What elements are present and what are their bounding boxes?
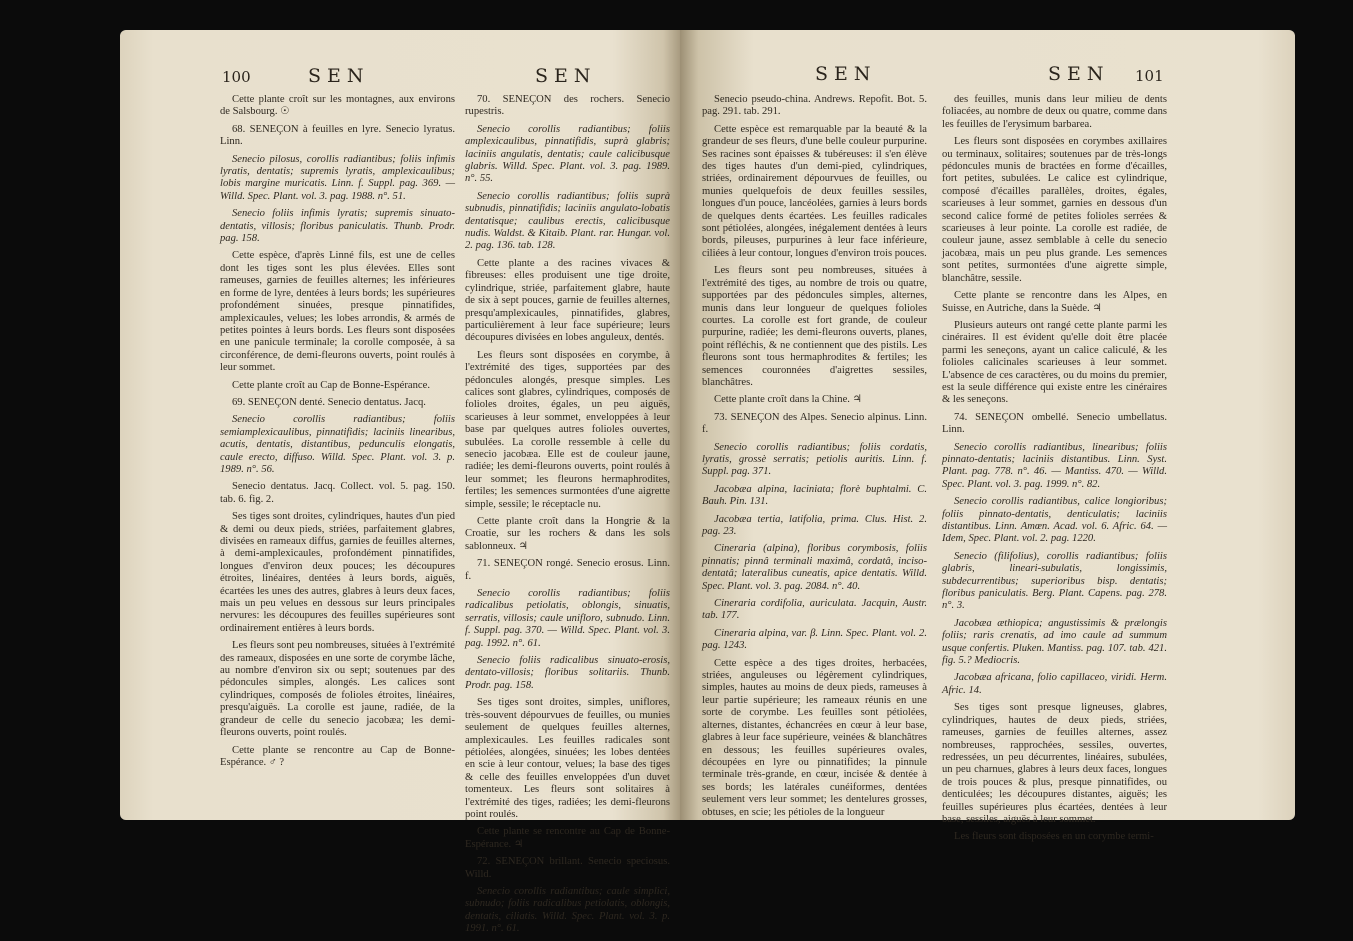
paragraph: 70. SENEÇON des rochers. Senecio rupestris. <box>465 94 670 118</box>
paragraph: Senecio corollis radiantibus; foliis suprà subnudis, pinnatifidis; laciniis angulato-lobatis dentatisque; caulibus erectis, calicibusque nudis. Waldst. & Kitaib. Plant. rar. Hungar. vol. 2. pag. 136. tab. 128. <box>465 190 670 252</box>
paragraph: Les fleurs sont disposées en un corymbe termi- <box>954 831 1154 843</box>
paragraph: Ses tiges sont presque ligneuses, glabres, cylindriques, hautes de deux pieds, striées, rameuses, garnies de feuilles alternes, assez nombreuses, rapprochées, sessiles, ouvertes, redressées, un peu décurrentes, linéaires, subulées, un peu charnues, glabres à leurs deux faces, longues de trois pouces & plus, presque pinnatifides, ou denticulées; les découpures distantes, aiguës; les feuilles supérieures plus écartées, dentées à leur base, sessiles, aiguës à leur sommet. <box>942 702 1167 825</box>
paragraph: 68. SENEÇON à feuilles en lyre. Senecio lyratus. Linn. <box>220 123 455 148</box>
paragraph: des feuilles, munis dans leur milieu de dents foliacées, au nombre de deux ou quatre, comme dans les feuilles de l'erysimum barbarea. <box>942 94 1167 130</box>
paragraph: Senecio corollis radiantibus, calice longioribus; foliis pinnato-dentatis, denticulatis; laciniis distantibus. Linn. Amœn. Acad. vol. 6. Afric. 64. — Idem, Spec. Plant. vol. 2. pag. 1220. <box>942 496 1167 545</box>
paragraph: Senecio corollis radiantibus; foliis amplexicaulibus, pinnatifidis, suprà glabris; laciniis angulatis, dentatis; caule calicibusque glabris. Willd. Spec. Plant. vol. 3. pag. 1989. n°. 55. <box>465 123 670 185</box>
paragraph: Cette plante croît au Cap de Bonne-Espérance. <box>232 379 430 391</box>
paragraph: Cette espèce, d'après Linné fils, est une de celles dont les tiges sont les plus élevées. Elles sont rameuses, garnies de feuilles alternes; les inférieures en forme de lyre, dentées à leurs bords; les supérieures profondément sinuées, presque pinnatifides, amplexicaules, velues; les lobes arrondis, & armés de petites pointes à leurs bords. Les fleurs sont disposées en une panicule terminale; la corolle composée, à sa circonférence, de demi-fleurons ouverts, point roulés à leur sommet. <box>220 250 455 374</box>
paragraph: Senecio corollis radiantibus; foliis cordatis, lyratis, grossè serratis; petiolis auritis. Linn. f. Suppl. pag. 371. <box>702 441 927 478</box>
paragraph: Senecio foliis radicalibus sinuato-erosis, dentato-villosis; floribus solitariis. Thunb. Prodr. pag. 158. <box>465 655 670 691</box>
text-column-4 <box>942 94 1167 849</box>
running-head: SEN <box>1048 63 1110 85</box>
paragraph: Senecio (filifolius), corollis radiantibus; foliis glabris, lineari-subulatis, longissimis, subdecurrentibus; superioribus bisp. dentatis; floribus paniculatis. Berg. Plant. Capens. pag. 278. n°. 3. <box>942 550 1167 612</box>
paragraph: Cette plante croît dans la Hongrie & la Croatie, sur les rochers & dans les sols sablonneux. ♃ <box>465 516 670 552</box>
text-column-1 <box>220 94 455 774</box>
paragraph: Jacobæa africana, folio capillaceo, viridi. Herm. Afric. 14. <box>942 672 1167 696</box>
paragraph: Les fleurs sont disposées en corymbe, à l'extrémité des tiges, supportées par des pédoncules alongés, presque simples. Les calices sont glabres, cylindriques, composés de folioles droites, égales, un peu aiguës, scarieuses à leur sommet, enveloppées à leur base par quelques autres folioles ouvertes, subulées. La corolle ressemble à celle du senecio jacobæa. Elle est de couleur jaune, radiée; les demi-fleurons ouverts, point roulés à leur sommet; les fleurons hermaphrodites, fertiles; les semences surmontées d'une aigrette simple, sessile; le réceptacle nu. <box>465 349 670 510</box>
paragraph: Cette plante se rencontre au Cap de Bonne-Espérance. ♂ ? <box>220 744 455 768</box>
paragraph: Cette plante croît dans la Chine. ♃ <box>714 394 863 406</box>
paragraph: Cineraria alpina, var. β. Linn. Spec. Plant. vol. 2. pag. 1243. <box>702 627 927 652</box>
paragraph: Ses tiges sont droites, cylindriques, hautes d'un pied & demi ou deux pieds, striées, parfaitement glabres, divisées en rameaux diffus, garnies de feuilles alternes, à demi-amplexicaules, profondément pinnatifides, longues d'environ deux pouces; les découpures étroites, linéaires, dentées à leurs bords, aiguës, écartées les unes des autres, glabres à leurs deux faces, mais un peu velues en dessous sur leurs principales nervures: les découpures des feuilles supérieures sont ordinairement entières à leurs bords. <box>220 511 455 634</box>
paragraph: Senecio corollis radiantibus, linearibus; foliis pinnato-dentatis; laciniis distantibus. Linn. Syst. Plant. pag. 778. n°. 46. — Mantiss. 470. — Willd. Spec. Plant. vol. 3. pag. 1999. n°. 82. <box>942 441 1167 490</box>
paragraph: 71. SENEÇON rongé. Senecio erosus. Linn. f. <box>465 558 670 582</box>
text-column-2 <box>465 94 670 941</box>
paragraph: 73. SENEÇON des Alpes. Senecio alpinus. Linn. f. <box>702 411 927 436</box>
paragraph: Cette plante se rencontre au Cap de Bonne-Espérance. ♃ <box>465 826 670 850</box>
paragraph: Les fleurs sont peu nombreuses, situées à l'extrémité des rameaux, disposées en une sorte de corymbe lâche, au nombre d'environ six ou sept; soutenues par des pédoncules simples, alongés. Les calices sont cylindriques, composés de folioles étroites, linéaires, presqu'aiguës. La corolle est jaune, radiée, de la grandeur de celle du senecio jacobæa; les demi-fleurons ouverts, point roulés. <box>220 640 455 739</box>
paragraph: Cette plante a des racines vivaces & fibreuses: elles produisent une tige droite, cylindrique, striée, parfaitement glabre, haute de six à sept pouces, garnie de feuilles alternes, presqu'amplexicaules, pinnatifides, glabres, particulièrement à leur face supérieure; leurs découpures divisées en lobes anguleux, dentés. <box>465 257 670 344</box>
paragraph: Les fleurs sont disposées en corymbes axillaires ou terminaux, solitaires; soutenues par de très-longs pédoncules munis de bractées en forme d'écailles, fort petites, subulées. Le calice est cylindrique, composé d'écailles parallèles, droites, égales, scarieuses à leur sommet, garnies en dessous d'un second calice formé de petites folioles serrées & scarieuses à leur pointe. La corolle est radiée, de couleur jaune, assez semblable à celle du senecio jacobæa, mais un peu plus grande. Les semences sont petites, surmontées d'une aigrette simple, blanchâtre, sessile. <box>942 136 1167 284</box>
page-number: 101 <box>1135 67 1164 85</box>
paragraph: Senecio pilosus, corollis radiantibus; foliis infimis lyratis, dentatis; supremis lyratis, amplexicaulibus; lobis margine muricatis. Linn. f. Suppl. pag. 369. — Willd. Spec. Plant. vol. 3. pag. 1988. n°. 51. <box>220 153 455 202</box>
right-page <box>680 30 1295 843</box>
page-number: 100 <box>222 68 251 86</box>
paragraph: Jacobæa alpina, laciniata; florè buphtalmi. C. Bauh. Pin. 131. <box>702 483 927 508</box>
text-column-3 <box>702 94 927 824</box>
paragraph: 69. SENEÇON denté. Senecio dentatus. Jacq. <box>232 396 426 408</box>
paragraph: Cette espèce a des tiges droites, herbacées, striées, anguleuses ou légèrement cylindriques, simples, hautes au moins de deux pieds, rameuses à leur partie supérieure; les rameaux réunis en une sorte de corymbe. Les feuilles sont pétiolées, alternes, distantes, échancrées en cœur à leur base, glabres à leur face supérieure, veinées & blanchâtres en dessous; les feuilles supérieures ovales, découpées en lyre ou pinnatifides; la pinnule terminale très-grande, en cœur, incisée & dentée à ses bords; les latérales cunéiformes, dentées seulement vers leur sommet; les dentelures grosses, obtuses, en scie; les pétioles de la longueur <box>702 657 927 818</box>
paragraph: Cette espèce est remarquable par la beauté & la grandeur de ses fleurs, d'une belle couleur purpurine. Ses racines sont épaisses & tubéreuses: il s'en élève des tiges hautes d'un demi-pied, cylindriques, striées, ordinairement dépourvues de feuilles, ou munies quelquefois de deux feuilles sessiles, longues d'un pouce, lancéolées, garnies à leurs bords de quelques dents écartées. Les feuilles radicales sont pétiolées, alongées, inégalement dentées à leurs bords, pileuses, purpurines à leur face inférieure, ciliées à leur contour, longues d'environ trois pouces. <box>702 123 927 259</box>
paragraph: Jacobæa tertia, latifolia, prima. Clus. Hist. 2. pag. 23. <box>702 513 927 537</box>
paragraph: Cette plante croît sur les montagnes, aux environs de Salsbourg. ☉ <box>220 94 455 118</box>
open-book <box>120 30 1295 935</box>
running-head: SEN <box>308 65 370 87</box>
paragraph: Senecio corollis radiantibus; foliis semiamplexicaulibus, pinnatifidis; laciniis linearibus, acutis, dentatis, distantibus, pedunculis elongatis, caule erecto, diffuso. Willd. Spec. Plant. vol. 3. p. 1989. n°. 56. <box>220 414 455 475</box>
paragraph: Senecio dentatus. Jacq. Collect. vol. 5. pag. 150. tab. 6. fig. 2. <box>220 481 455 505</box>
running-head: SEN <box>535 65 597 87</box>
paragraph: Ses tiges sont droites, simples, uniflores, très-souvent dépourvues de feuilles, ou munies seulement de quelques feuilles alternes, amplexicaules. Les feuilles radicales sont pétiolées, alongées, sinuées; les lobes dentées en scie à leur contour, velues; la base des tiges & celle des feuilles enveloppées d'un duvet tomenteux. Les fleurs sont solitaires à l'extrémité des tiges, radiées; les demi-fleurons point roulés. <box>465 697 670 820</box>
paragraph: Cineraria (alpina), floribus corymbosis, foliis pinnatis; pinnâ terminali maximâ, cordatâ, inciso-dentatâ; lateralibus cuneatis, apice dentatis. Willd. Spec. Plant. vol. 3. pag. 2084. n°. 40. <box>702 543 927 592</box>
paragraph: 74. SENEÇON ombellé. Senecio umbellatus. Linn. <box>942 411 1167 436</box>
paragraph: Cette plante se rencontre dans les Alpes, en Suisse, en Autriche, dans la Suède. ♃ <box>942 290 1167 314</box>
paragraph: Senecio corollis radiantibus; caule simplici, subnudo; foliis radicalibus petiolatis, oblongis, dentatis, ciliatis. Willd. Spec. Plant. vol. 3. p. 1991. n°. 61. <box>465 885 670 935</box>
left-page <box>120 30 680 935</box>
paragraph: Senecio foliis infimis lyratis; supremis sinuato-dentatis, villosis; floribus paniculatis. Thunb. Prodr. pag. 158. <box>220 208 455 245</box>
paragraph: 72. SENEÇON brillant. Senecio speciosus. Willd. <box>465 856 670 880</box>
paragraph: Jacobæa æthiopica; angustissimis & prælongis foliis; raris crenatis, ad imo caule ad summum usque confertis. Pluken. Mantiss. pag. 107. tab. 421. fig. 5.? Mediocris. <box>942 617 1167 667</box>
paragraph: Plusieurs auteurs ont rangé cette plante parmi les cinéraires. Il est évident qu'elle doit être placée parmi les seneçons, ayant un calice caliculé, & les folioles calicinales scarieuses à leur sommet. L'absence de ces caractères, ou du moins du premier, est la seule différence qui existe entre les cinéraires & les seneçons. <box>942 319 1167 406</box>
paragraph: Cineraria cordifolia, auriculata. Jacquin, Austr. tab. 177. <box>702 598 927 622</box>
paragraph: Les fleurs sont peu nombreuses, situées à l'extrémité des tiges, au nombre de trois ou quatre, supportées par des pédoncules simples, alternes, munis dans leur longueur de quelques folioles courtes. La corolle est fort grande, de couleur purpurine, radiée; les demi-fleurons ouverts, planes, point réfléchis, & ne contiennent que des pistils. Les fleurons sont tous hermaphrodites & fertiles; les semences couronnées d'aigrettes sessiles, blanchâtres. <box>702 265 927 388</box>
paragraph: Senecio pseudo-china. Andrews. Repofit. Bot. 5. pag. 291. tab. 291. <box>702 94 927 118</box>
running-head: SEN <box>815 63 877 85</box>
paragraph: Senecio corollis radiantibus; foliis radicalibus petiolatis, oblongis, sinuatis, serratis, villosis; caule unifloro, subnudo. Linn. f. Suppl. pag. 370. — Willd. Spec. Plant. vol. 3. pag. 1992. n°. 61. <box>465 588 670 649</box>
